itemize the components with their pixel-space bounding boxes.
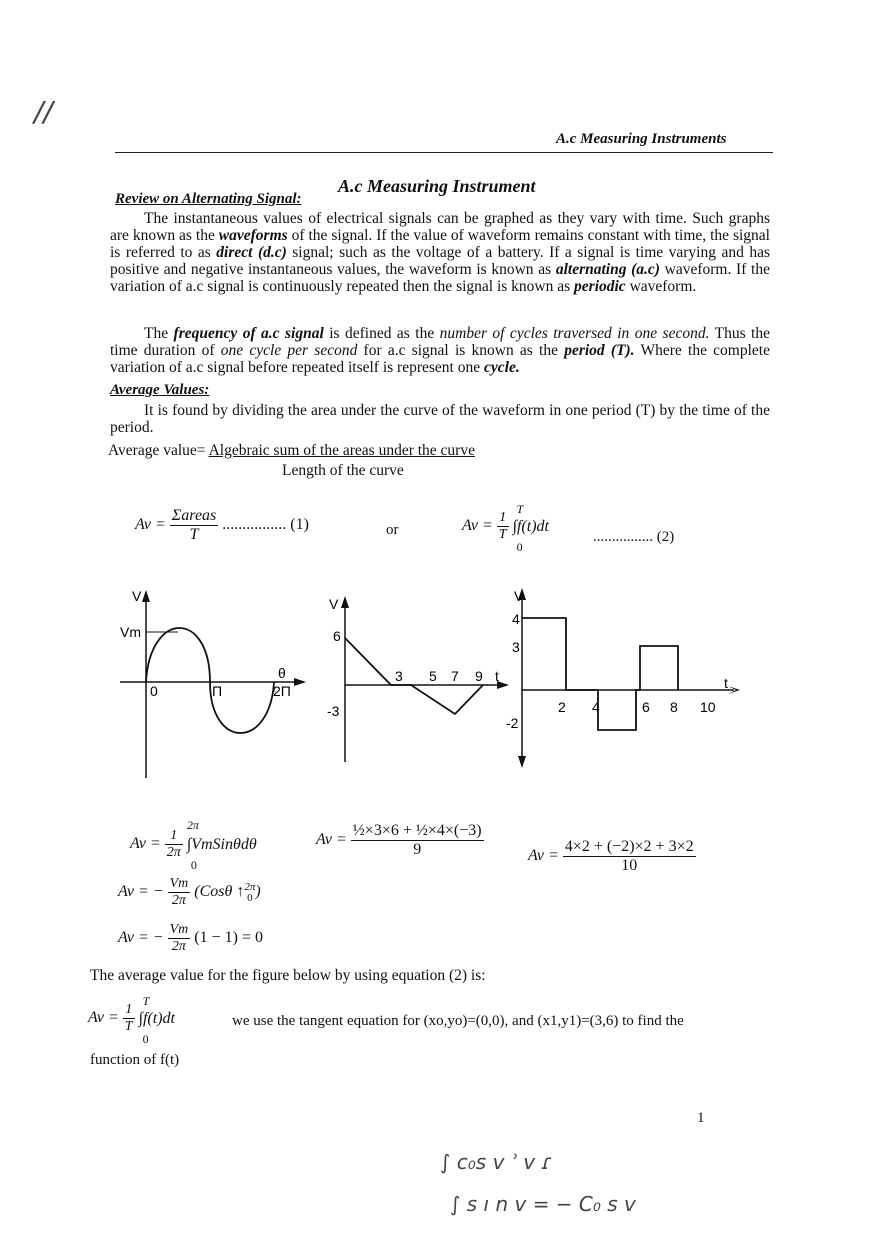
closing-equation: Av = $\frac{1}{T}$ T ∫f(t)dt 0 <box>88 993 175 1046</box>
graph2-x-label: t <box>495 668 499 684</box>
solution-1-line-1: Av = $\frac{1}{2\pi}$ 2π ∫VmSinθdθ 0 <box>130 817 257 872</box>
equation-2-number: ................ (2) <box>593 529 675 545</box>
graph3-tick-4x: 4 <box>592 699 600 715</box>
graph1-theta-label: θ <box>278 665 286 681</box>
solution-1-line-3: Av = − $\frac{Vm}{2\pi}$ (1 − 1) = 0 <box>118 922 263 954</box>
graph3-tick-4: 4 <box>512 611 520 627</box>
handwritten-note-2: ∫ s ı n v = − C₀ s v <box>450 1192 636 1216</box>
handwritten-note-1: ∫ c₀s v ʾ v ɾ <box>440 1150 553 1174</box>
triangle-wave-graph <box>325 590 515 770</box>
review-heading: Review on Alternating Signal: <box>115 191 302 207</box>
graph3-tick-2: 2 <box>558 699 566 715</box>
graph1-tick-pi: Π <box>212 683 223 699</box>
solution-2: Av = $\frac{\text{½×3×6 + ½×4×(−3)}}{9}$ <box>316 822 482 858</box>
or-text: or <box>386 522 399 538</box>
sine-wave-graph <box>110 580 310 780</box>
graph2-tick-7: 7 <box>451 668 459 684</box>
average-definition-denominator: Length of the curve <box>282 462 404 479</box>
graph3-tick-neg2: -2 <box>506 715 519 731</box>
rectangular-wave-graph <box>500 580 750 775</box>
closing-line-1: The average value for the figure below by using equation (2) is: <box>90 967 486 984</box>
graph1-y-label: V <box>132 588 142 604</box>
graph2-tick-9: 9 <box>475 668 483 684</box>
header-rule <box>115 152 773 153</box>
graph2-tick-neg3: -3 <box>327 703 340 719</box>
page-number: 1 <box>697 1110 705 1126</box>
average-paragraph: It is found by dividing the area under the curve of the waveform in one period (T) by the time of the period. <box>110 402 770 436</box>
graph3-tick-8: 8 <box>670 699 678 715</box>
graph2-tick-5: 5 <box>429 668 437 684</box>
graph3-tick-10: 10 <box>700 699 716 715</box>
graph1-tick-2pi: 2Π <box>273 683 291 699</box>
graph3-x-label: t <box>724 675 728 691</box>
graph2-tick-6: 6 <box>333 628 341 644</box>
equation-1: Av = $\frac{\text{Σareas}}{T}$ ................ (1) <box>135 507 309 543</box>
handwritten-margin-note: // <box>34 95 53 128</box>
solution-3: Av = $\frac{4\times 2 + (-2)\times 2 + 3\times 2}{10}$ <box>528 838 694 874</box>
average-definition: Average value= Algebraic sum of the areas under the curve <box>108 442 475 459</box>
review-paragraph-2: The frequency of a.c signal is defined as the number of cycles traversed in one second. Thus the time duration of one cycle per second for a.c signal is known as the period (T). Where the complete variation of a.c signal before repeated itself is represent one cycle. <box>110 325 770 376</box>
closing-line-3: function of f(t) <box>90 1052 180 1068</box>
graph2-tick-3: 3 <box>395 668 403 684</box>
average-heading: Average Values: <box>110 382 210 398</box>
equation-2: Av = $\frac{1}{T}$ T ∫f(t)dt 0 <box>462 501 549 554</box>
review-paragraph-1: The instantaneous values of electrical signals can be graphed as they vary with time. Such graphs are known as the waveforms of the signal. If the value of waveform remains constant with time, the signal is referred to as direct (d.c) signal; such as the voltage of a battery. If a signal is time varying and has positive and negative instantaneous values, the waveform is known as alternating (a.c) waveform. If the variation of a.c signal is continuously repeated then the signal is known as periodic waveform. <box>110 210 770 295</box>
closing-line-2: we use the tangent equation for (xo,yo)=(0,0), and (x1,y1)=(3,6) to find the <box>232 1013 684 1029</box>
graph3-y-label: V <box>514 588 524 604</box>
graph3-tick-3: 3 <box>512 639 520 655</box>
graph2-y-label: V <box>329 596 339 612</box>
running-header: A.c Measuring Instruments <box>556 131 727 147</box>
document-title: A.c Measuring Instrument <box>338 176 536 196</box>
graph1-tick-0: 0 <box>150 683 158 699</box>
graph1-amplitude-label: Vm <box>120 624 141 640</box>
solution-1-line-2: Av = − $\frac{Vm}{2\pi}$ (Cosθ ↑ 2π 0 ) <box>118 876 261 908</box>
graph3-tick-6: 6 <box>642 699 650 715</box>
